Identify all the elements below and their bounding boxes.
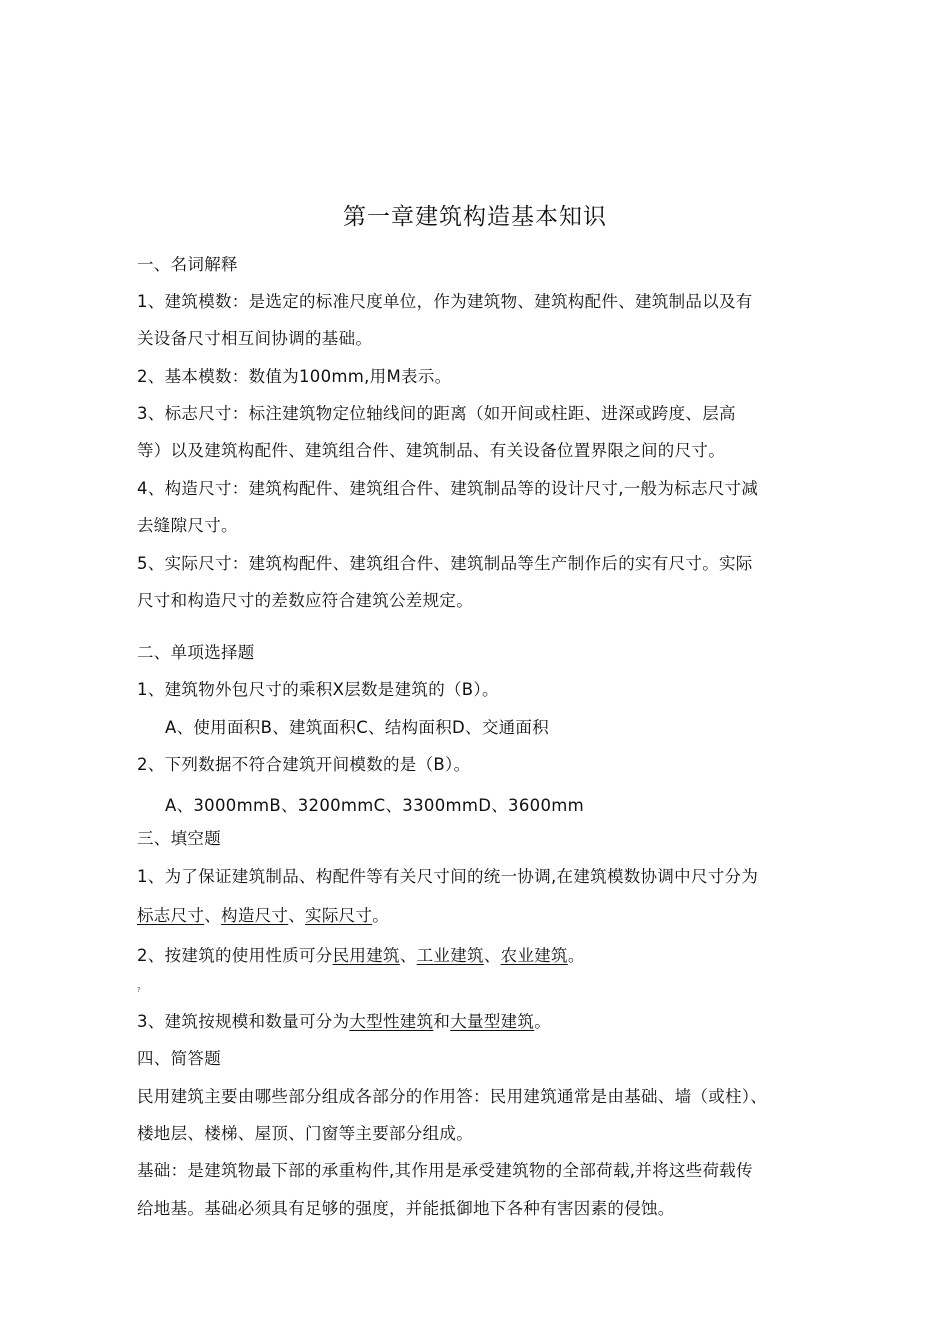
- separator: 、: [483, 946, 501, 965]
- fill-answer-line: [137, 902, 389, 926]
- fill-question-line: [137, 942, 585, 966]
- question-options: A、3000mmB、3200mmC、3300mmD、3600mm: [165, 796, 584, 815]
- definition-line: 去缝隙尺寸。: [137, 516, 238, 535]
- question-line: 2、下列数据不符合建筑开间模数的是（B）。: [137, 755, 471, 774]
- fill-answer: 农业建筑: [500, 946, 568, 965]
- fill-question-text: 3、建筑按规模和数量可分为: [137, 1012, 350, 1031]
- section-heading-short-answer: 四、简答题: [137, 1049, 221, 1068]
- answer-line: 民用建筑主要由哪些部分组成各部分的作用答：民用建筑通常是由基础、墙（或柱）、: [137, 1087, 768, 1106]
- definition-line: 2、基本模数：数值为100mm,用M表示。: [137, 367, 452, 386]
- definition-line: 5、实际尺寸：建筑构配件、建筑组合件、建筑制品等生产制作后的实有尺寸。实际: [137, 554, 753, 573]
- period: 。: [534, 1012, 552, 1031]
- section-heading-fill: 三、填空题: [137, 829, 221, 848]
- section-heading-terms: 一、名词解释: [137, 255, 238, 274]
- fill-answer: 大量型建筑: [450, 1012, 535, 1031]
- fill-question-line: 1、为了保证建筑制品、构配件等有关尺寸间的统一协调,在建筑模数协调中尺寸分为: [137, 867, 759, 886]
- chapter-title: 第一章建筑构造基本知识: [343, 204, 607, 230]
- section-heading-choice: 二、单项选择题: [137, 643, 255, 662]
- fill-answer: 实际尺寸: [305, 906, 373, 925]
- definition-line: 4、构造尺寸：建筑构配件、建筑组合件、建筑制品等的设计尺寸,一般为标志尺寸减: [137, 479, 759, 498]
- fill-answer: 构造尺寸: [221, 906, 289, 925]
- fill-question-line: [137, 1008, 551, 1032]
- fill-answer: 民用建筑: [332, 946, 400, 965]
- stray-mark: ?: [137, 986, 141, 994]
- question-options: A、使用面积B、建筑面积C、结构面积D、交通面积: [165, 718, 550, 737]
- answer-line: 给地基。基础必须具有足够的强度，并能抵御地下各种有害因素的侵蚀。: [137, 1199, 675, 1218]
- period: 。: [372, 906, 390, 925]
- fill-question-text: 2、按建筑的使用性质可分: [137, 946, 333, 965]
- definition-line: 1、建筑模数：是选定的标准尺度单位，作为建筑物、建筑构配件、建筑制品以及有: [137, 292, 753, 311]
- fill-answer: 工业建筑: [416, 946, 484, 965]
- answer-line: 楼地层、楼梯、屋顶、门窗等主要部分组成。: [137, 1124, 473, 1143]
- period: 。: [567, 946, 585, 965]
- separator: 、: [399, 946, 417, 965]
- conjunction: 和: [433, 1012, 451, 1031]
- definition-line: 3、标志尺寸：标注建筑物定位轴线间的距离（如开间或柱距、进深或跨度、层高: [137, 404, 736, 423]
- definition-line: 等）以及建筑构配件、建筑组合件、建筑制品、有关设备位置界限之间的尺寸。: [137, 441, 725, 460]
- question-line: 1、建筑物外包尺寸的乘积X层数是建筑的（B）。: [137, 680, 499, 699]
- fill-answer: 标志尺寸: [137, 906, 205, 925]
- definition-line: 关设备尺寸相互间协调的基础。: [137, 329, 373, 348]
- definition-line: 尺寸和构造尺寸的差数应符合建筑公差规定。: [137, 591, 473, 610]
- separator: 、: [204, 906, 222, 925]
- fill-answer: 大型性建筑: [349, 1012, 434, 1031]
- separator: 、: [288, 906, 306, 925]
- answer-line: 基础：是建筑物最下部的承重构件,其作用是承受建筑物的全部荷载,并将这些荷载传: [137, 1161, 753, 1180]
